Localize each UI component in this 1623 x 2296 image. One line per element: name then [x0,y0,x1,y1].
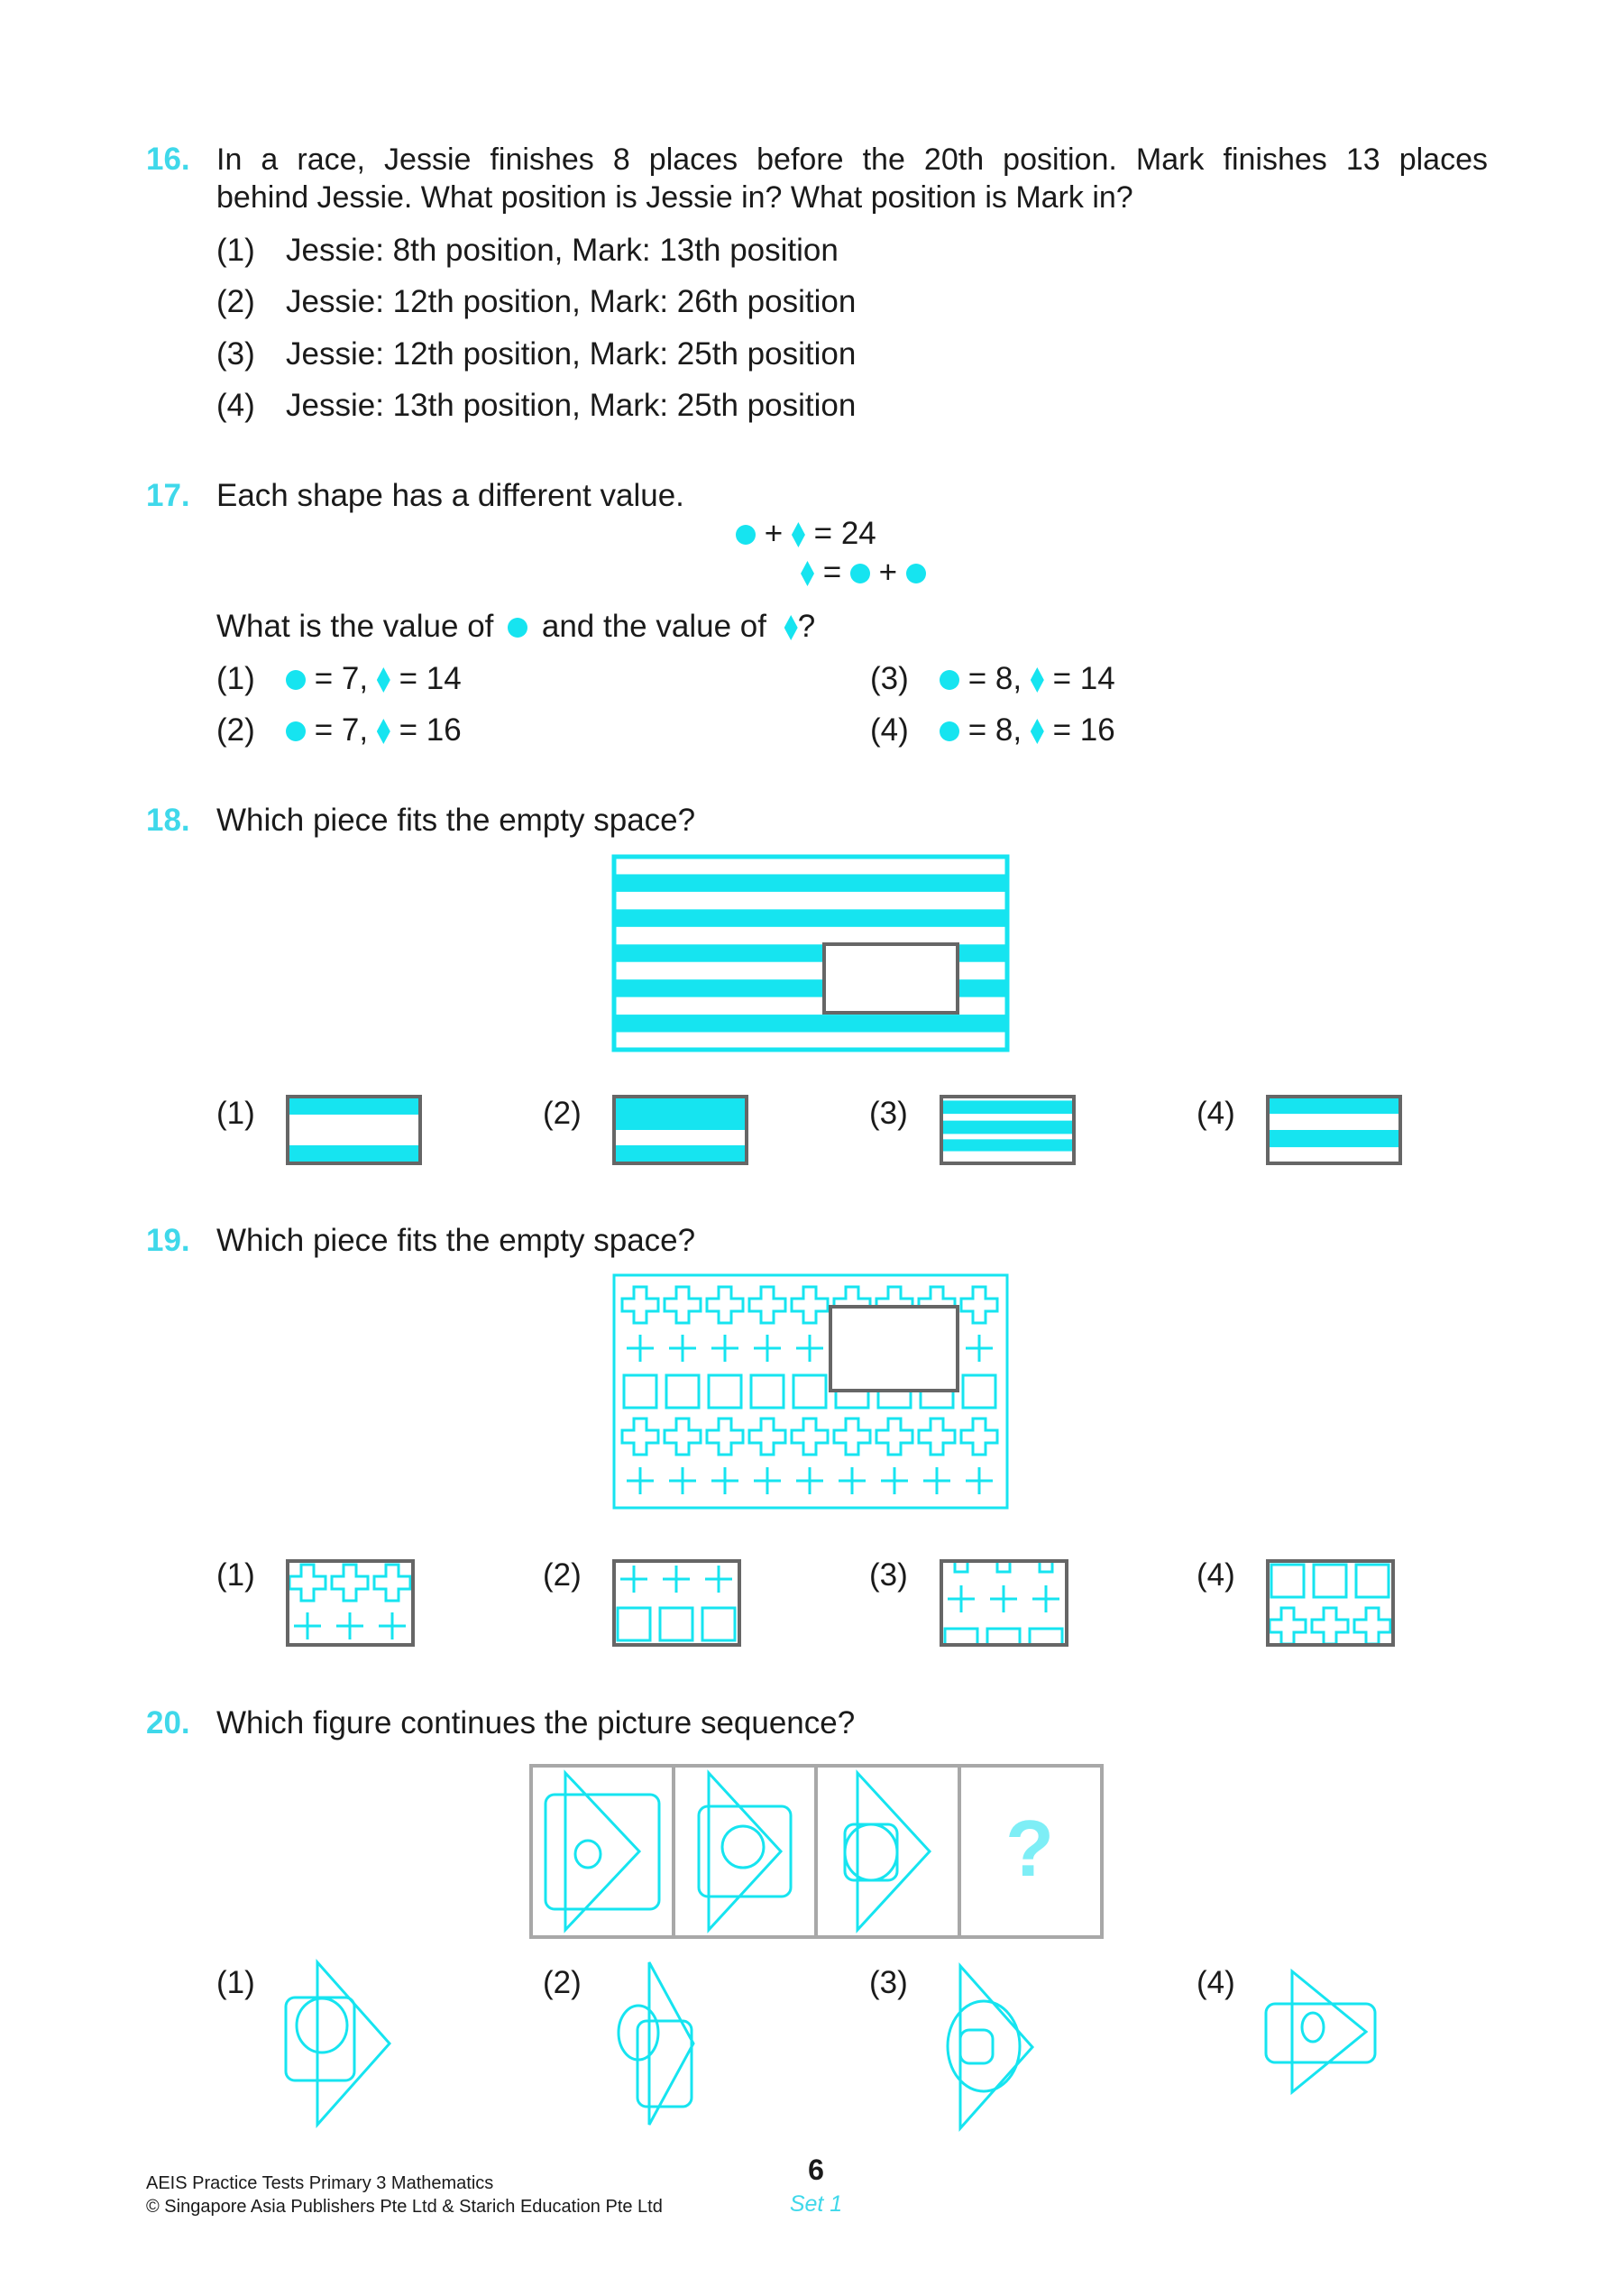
diamond-value: = 16 [1052,712,1115,748]
question-stem: In a race, Jessie finishes 8 places before the 20th position. Mark finishes 13 places [216,142,1488,177]
prompt-text: ? [797,609,816,644]
option-label[interactable]: (4) [870,712,909,748]
option-label[interactable]: (2) [216,284,255,319]
footer-copyright: © Singapore Asia Publishers Pte Ltd & Starich Education Pte Ltd [146,2197,663,2217]
circle-shape [1302,2013,1324,2042]
option-label[interactable]: (1) [216,661,255,696]
equation-rhs: = 24 [813,516,876,551]
option-label[interactable]: (4) [216,388,255,423]
triangle-shape [709,1773,781,1930]
question-number: 20. [146,1705,190,1740]
option-label[interactable]: (1) [216,1965,255,2000]
circle-shape [948,2001,1020,2091]
option-label[interactable]: (4) [1197,1557,1235,1593]
option-text[interactable]: Jessie: 8th position, Mark: 13th position [286,233,839,268]
rounded-square-shape [699,1806,791,1896]
prompt-text: What is the value of [216,609,494,644]
equals-sign: = [822,555,842,590]
missing-figure-question-mark: ? [1005,1804,1054,1893]
circle-value: = 8, [967,661,1022,696]
option-label[interactable]: (3) [869,1096,908,1131]
option-label[interactable]: (3) [869,1965,908,2000]
option-label[interactable]: (1) [216,1096,255,1131]
option-text[interactable]: Jessie: 13th position, Mark: 25th position [286,388,857,423]
rounded-square-shape [1266,2004,1375,2062]
question-stem: Which figure continues the picture sequence? [216,1705,856,1740]
circle-value: = 7, [314,661,369,696]
option-label[interactable]: (2) [543,1096,582,1131]
page-number: 6 [808,2154,824,2186]
question-stem: Which piece fits the empty space? [216,803,696,838]
question-stem: Each shape has a different value. [216,478,684,513]
circle-value: = 8, [967,712,1022,748]
diamond-value: = 14 [399,661,462,696]
option-label[interactable]: (3) [869,1557,908,1593]
prompt-text: and the value of [541,609,766,644]
circle-shape [297,1998,347,2053]
option-label[interactable]: (3) [216,336,255,372]
rounded-square-shape [960,2030,993,2063]
question-stem: behind Jessie. What position is Jessie in? What position is Mark in? [216,180,1133,215]
option-label[interactable]: (4) [1197,1096,1235,1131]
circle-value: = 7, [314,712,369,748]
circle-shape [845,1824,897,1880]
circle-shape [575,1841,601,1868]
option-label[interactable]: (4) [1197,1965,1235,2000]
footer-title: AEIS Practice Tests Primary 3 Mathematics [146,2173,494,2193]
option-label[interactable]: (2) [543,1557,582,1593]
question-number: 19. [146,1223,190,1258]
option-label[interactable]: (2) [543,1965,582,2000]
question-number: 16. [146,142,190,177]
question-number: 17. [146,478,190,513]
circle-shape [722,1826,764,1868]
question-stem: Which piece fits the empty space? [216,1223,696,1258]
option-text[interactable]: Jessie: 12th position, Mark: 25th position [286,336,857,372]
plus-sign: + [764,516,784,551]
diamond-value: = 16 [399,712,462,748]
triangle-shape [857,1773,930,1930]
option-label[interactable]: (1) [216,233,255,268]
diamond-value: = 14 [1052,661,1115,696]
set-label: Set 1 [789,2191,843,2217]
plus-sign: + [878,555,898,590]
triangle-shape [960,1966,1032,2128]
option-label[interactable]: (2) [216,712,255,748]
question-number: 18. [146,803,190,838]
option-label[interactable]: (1) [216,1557,255,1593]
option-label[interactable]: (3) [870,661,909,696]
option-text[interactable]: Jessie: 12th position, Mark: 26th position [286,284,857,319]
